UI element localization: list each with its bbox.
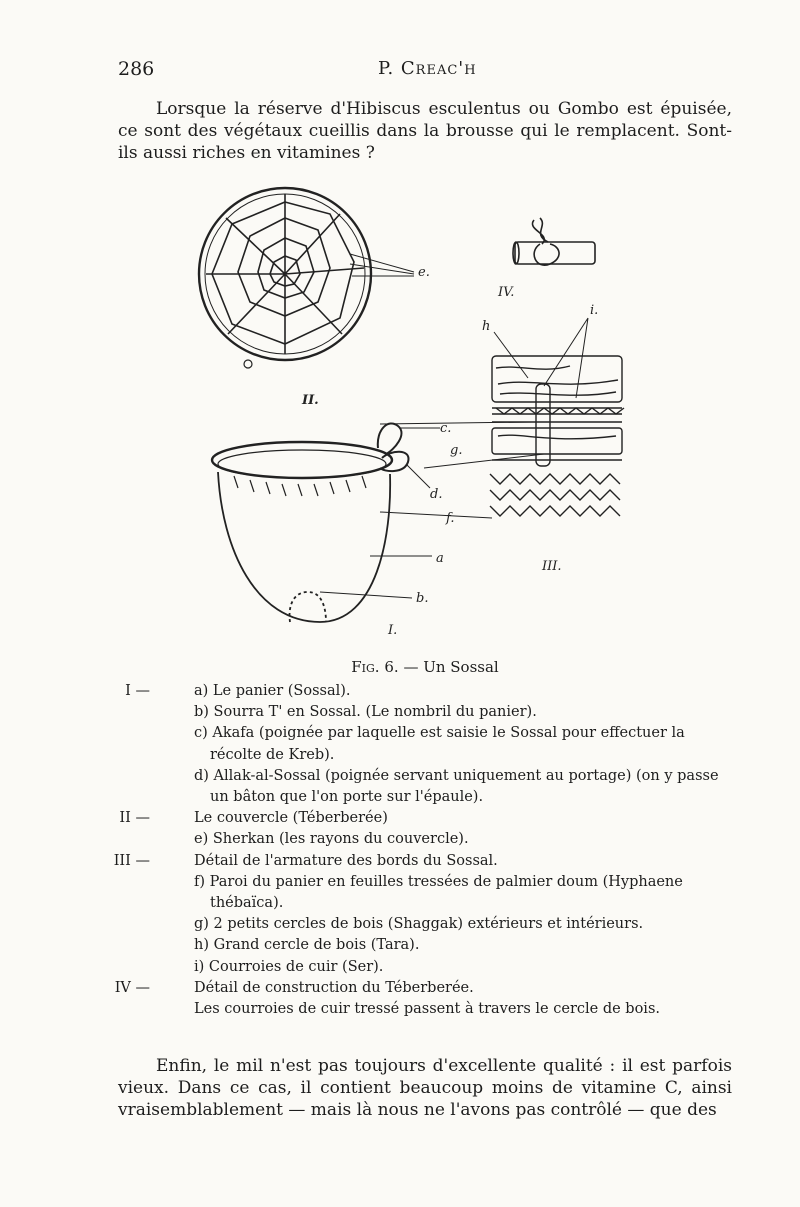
legend-text: c) Akafa (poignée par laquelle est saisie le Sossal pour effectuer la: [194, 725, 685, 742]
legend-row: [118, 702, 732, 723]
label-b: b.: [416, 591, 429, 606]
label-e: e.: [418, 265, 430, 280]
legend-text: i) Courroies de cuir (Ser).: [194, 958, 384, 975]
legend-text: e) Sherkan (les rayons du couvercle).: [194, 831, 469, 848]
legend-row: [114, 978, 732, 999]
label-g: g.: [450, 443, 463, 458]
legend-text: f) Paroi du panier en feuilles tressées de palmier doum (Hyphaene: [194, 873, 683, 890]
legend-row: [118, 999, 732, 1020]
lid-drawing: [199, 188, 414, 368]
legend-num: III —: [113, 852, 150, 869]
legend-text: d) Allak-al-Sossal (poignée servant uniquement au portage) (on y passe: [194, 767, 719, 784]
legend-row: [118, 957, 732, 978]
caption-title: — Un Sossal: [403, 658, 499, 676]
legend-text: b) Sourra T' en Sossal. (Le nombril du panier).: [194, 704, 537, 721]
basket-drawing: [212, 423, 443, 622]
legend-text: Les courroies de cuir tressé passent à travers le cercle de bois.: [194, 1001, 660, 1018]
legend-row: [118, 766, 732, 808]
legend-text: h) Grand cercle de bois (Tara).: [194, 937, 420, 954]
legend-text: Détail de construction du Téberberée.: [194, 979, 474, 996]
figure-legend: [113, 681, 732, 1020]
closing-paragraph: [118, 1055, 732, 1121]
page-header: [118, 58, 728, 84]
label-h: h: [482, 319, 491, 334]
legend-num: I —: [125, 683, 150, 699]
page-number: 286: [118, 58, 155, 80]
legend-continuation: thébaïca).: [210, 895, 284, 912]
label-III: III.: [542, 559, 562, 574]
label-i: i.: [590, 303, 599, 318]
running-head: P. Creac'h: [378, 58, 477, 79]
legend-text: g) 2 petits cercles de bois (Shaggak) extérieurs et intérieurs.: [194, 916, 644, 933]
legend-row: [118, 914, 732, 935]
legend-text: Détail de l'armature des bords du Sossal.: [194, 852, 498, 869]
legend-row: [118, 872, 732, 914]
label-IV: IV.: [498, 285, 515, 300]
caption-fig: Fig. 6.: [351, 658, 399, 676]
figure-drawing: [180, 178, 660, 648]
figure-sossal: [180, 178, 660, 648]
legend-num: IV —: [114, 979, 150, 996]
intro-text: Lorsque la réserve d'Hibiscus esculentus ou Gombo est épuisée, ce sont des végétaux cueillis dans la brousse qui le remplacent. Sont-ils aussi riches en vitamines ?: [118, 99, 732, 163]
label-I: I.: [388, 623, 398, 638]
label-f: f.: [446, 511, 455, 526]
legend-row: [118, 935, 732, 956]
legend-text: Le couvercle (Téberberée): [194, 810, 388, 827]
legend-row: [118, 723, 732, 765]
label-c: c.: [440, 421, 452, 436]
label-a: a: [436, 551, 444, 566]
legend-row: [118, 681, 732, 702]
label-d: d.: [430, 487, 443, 502]
legend-continuation: un bâton que l'on porte sur l'épaule).: [210, 789, 484, 806]
lid-detail-drawing: [513, 218, 595, 265]
label-II: II.: [302, 393, 319, 408]
rim-detail-drawing: [380, 318, 624, 518]
legend-row: [118, 829, 732, 850]
figure-caption: [118, 658, 732, 676]
legend-row: [118, 808, 732, 829]
closing-text: Enfin, le mil n'est pas toujours d'excellente qualité : il est parfois vieux. Dans ce cas, il contient beaucoup moins de vitamine C, ainsi vraisemblablement — mais là nous ne l'avons pas contrôlé — que des: [118, 1056, 732, 1120]
legend-continuation: récolte de Kreb).: [210, 746, 335, 763]
legend-text: a) Le panier (Sossal).: [194, 683, 351, 699]
legend-num: II —: [119, 810, 150, 827]
legend-row: [113, 851, 732, 872]
intro-paragraph: [118, 98, 732, 164]
